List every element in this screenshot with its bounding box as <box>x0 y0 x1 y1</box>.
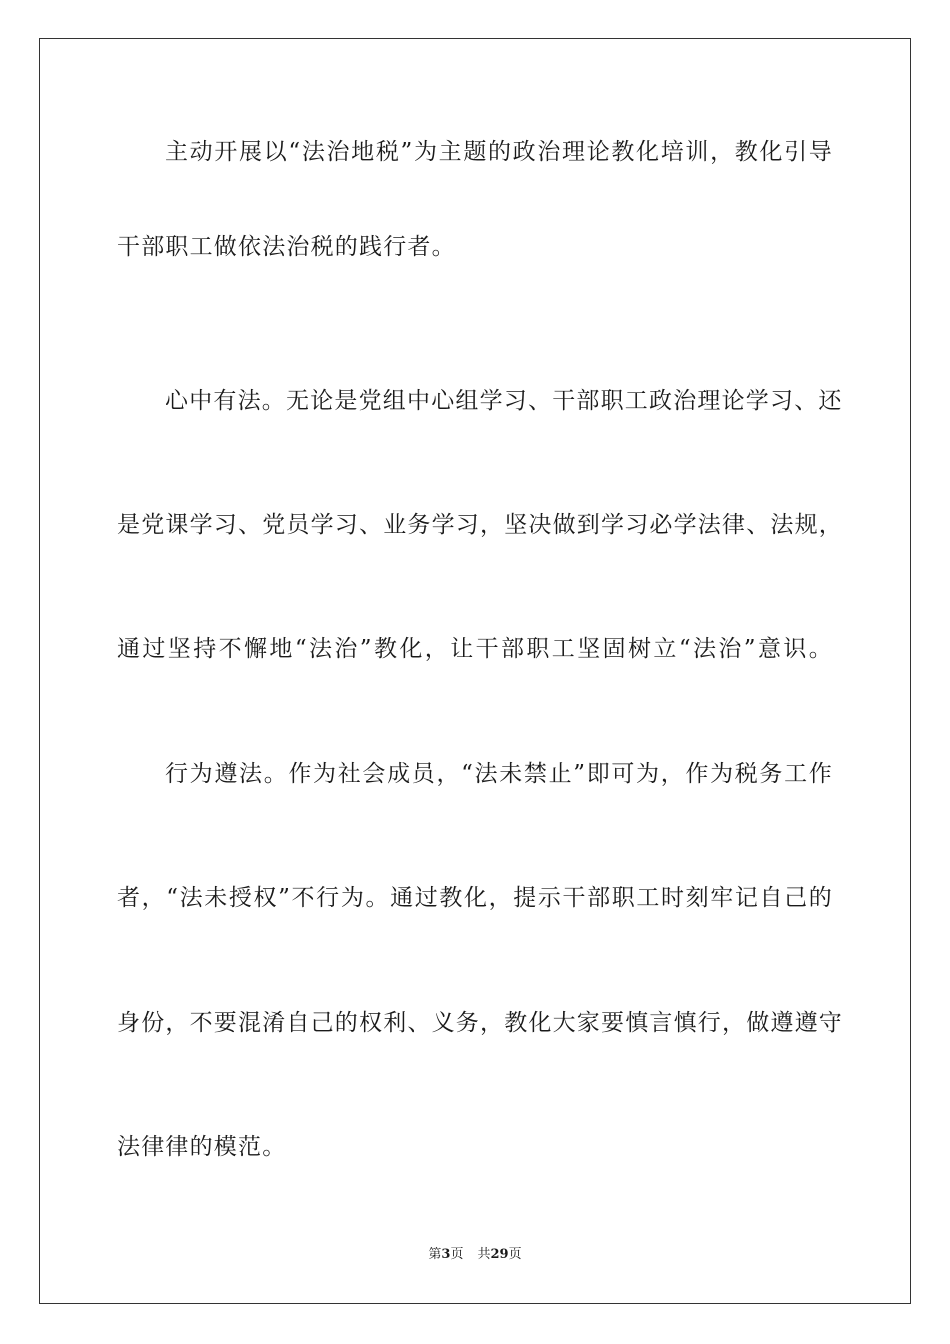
total-prefix: 共 <box>477 1247 491 1262</box>
page-footer <box>0 1246 950 1264</box>
paragraph-line: 主动开展以“法治地税”为主题的政治理论教化培训，教化引导 <box>165 139 833 165</box>
paragraph-line: 法律律的模范。 <box>117 1134 287 1160</box>
paragraph-line: 行为遵法。作为社会成员，“法未禁止”即可为，作为税务工作 <box>165 761 833 787</box>
page-number: 3 <box>441 1247 451 1262</box>
paragraph-line: 身份，不要混淆自己的权利、义务，教化大家要慎言慎行，做遵遵守 <box>117 1010 843 1036</box>
page-prefix: 第 <box>428 1247 442 1262</box>
page-frame <box>39 38 911 1304</box>
paragraph-line: 通过坚持不懈地“法治”教化，让干部职工坚固树立“法治”意识。 <box>117 636 833 662</box>
total-pages: 29 <box>490 1247 509 1262</box>
total-suffix: 页 <box>508 1247 522 1262</box>
paragraph-line: 是党课学习、党员学习、业务学习，坚决做到学习必学法律、法规， <box>117 512 843 538</box>
paragraph-line: 心中有法。无论是党组中心组学习、干部职工政治理论学习、还 <box>165 388 843 414</box>
paragraph-line: 者，“法未授权”不行为。通过教化，提示干部职工时刻牢记自己的 <box>117 885 833 911</box>
paragraph-line: 干部职工做依法治税的践行者。 <box>117 234 456 260</box>
page-suffix: 页 <box>450 1247 464 1262</box>
